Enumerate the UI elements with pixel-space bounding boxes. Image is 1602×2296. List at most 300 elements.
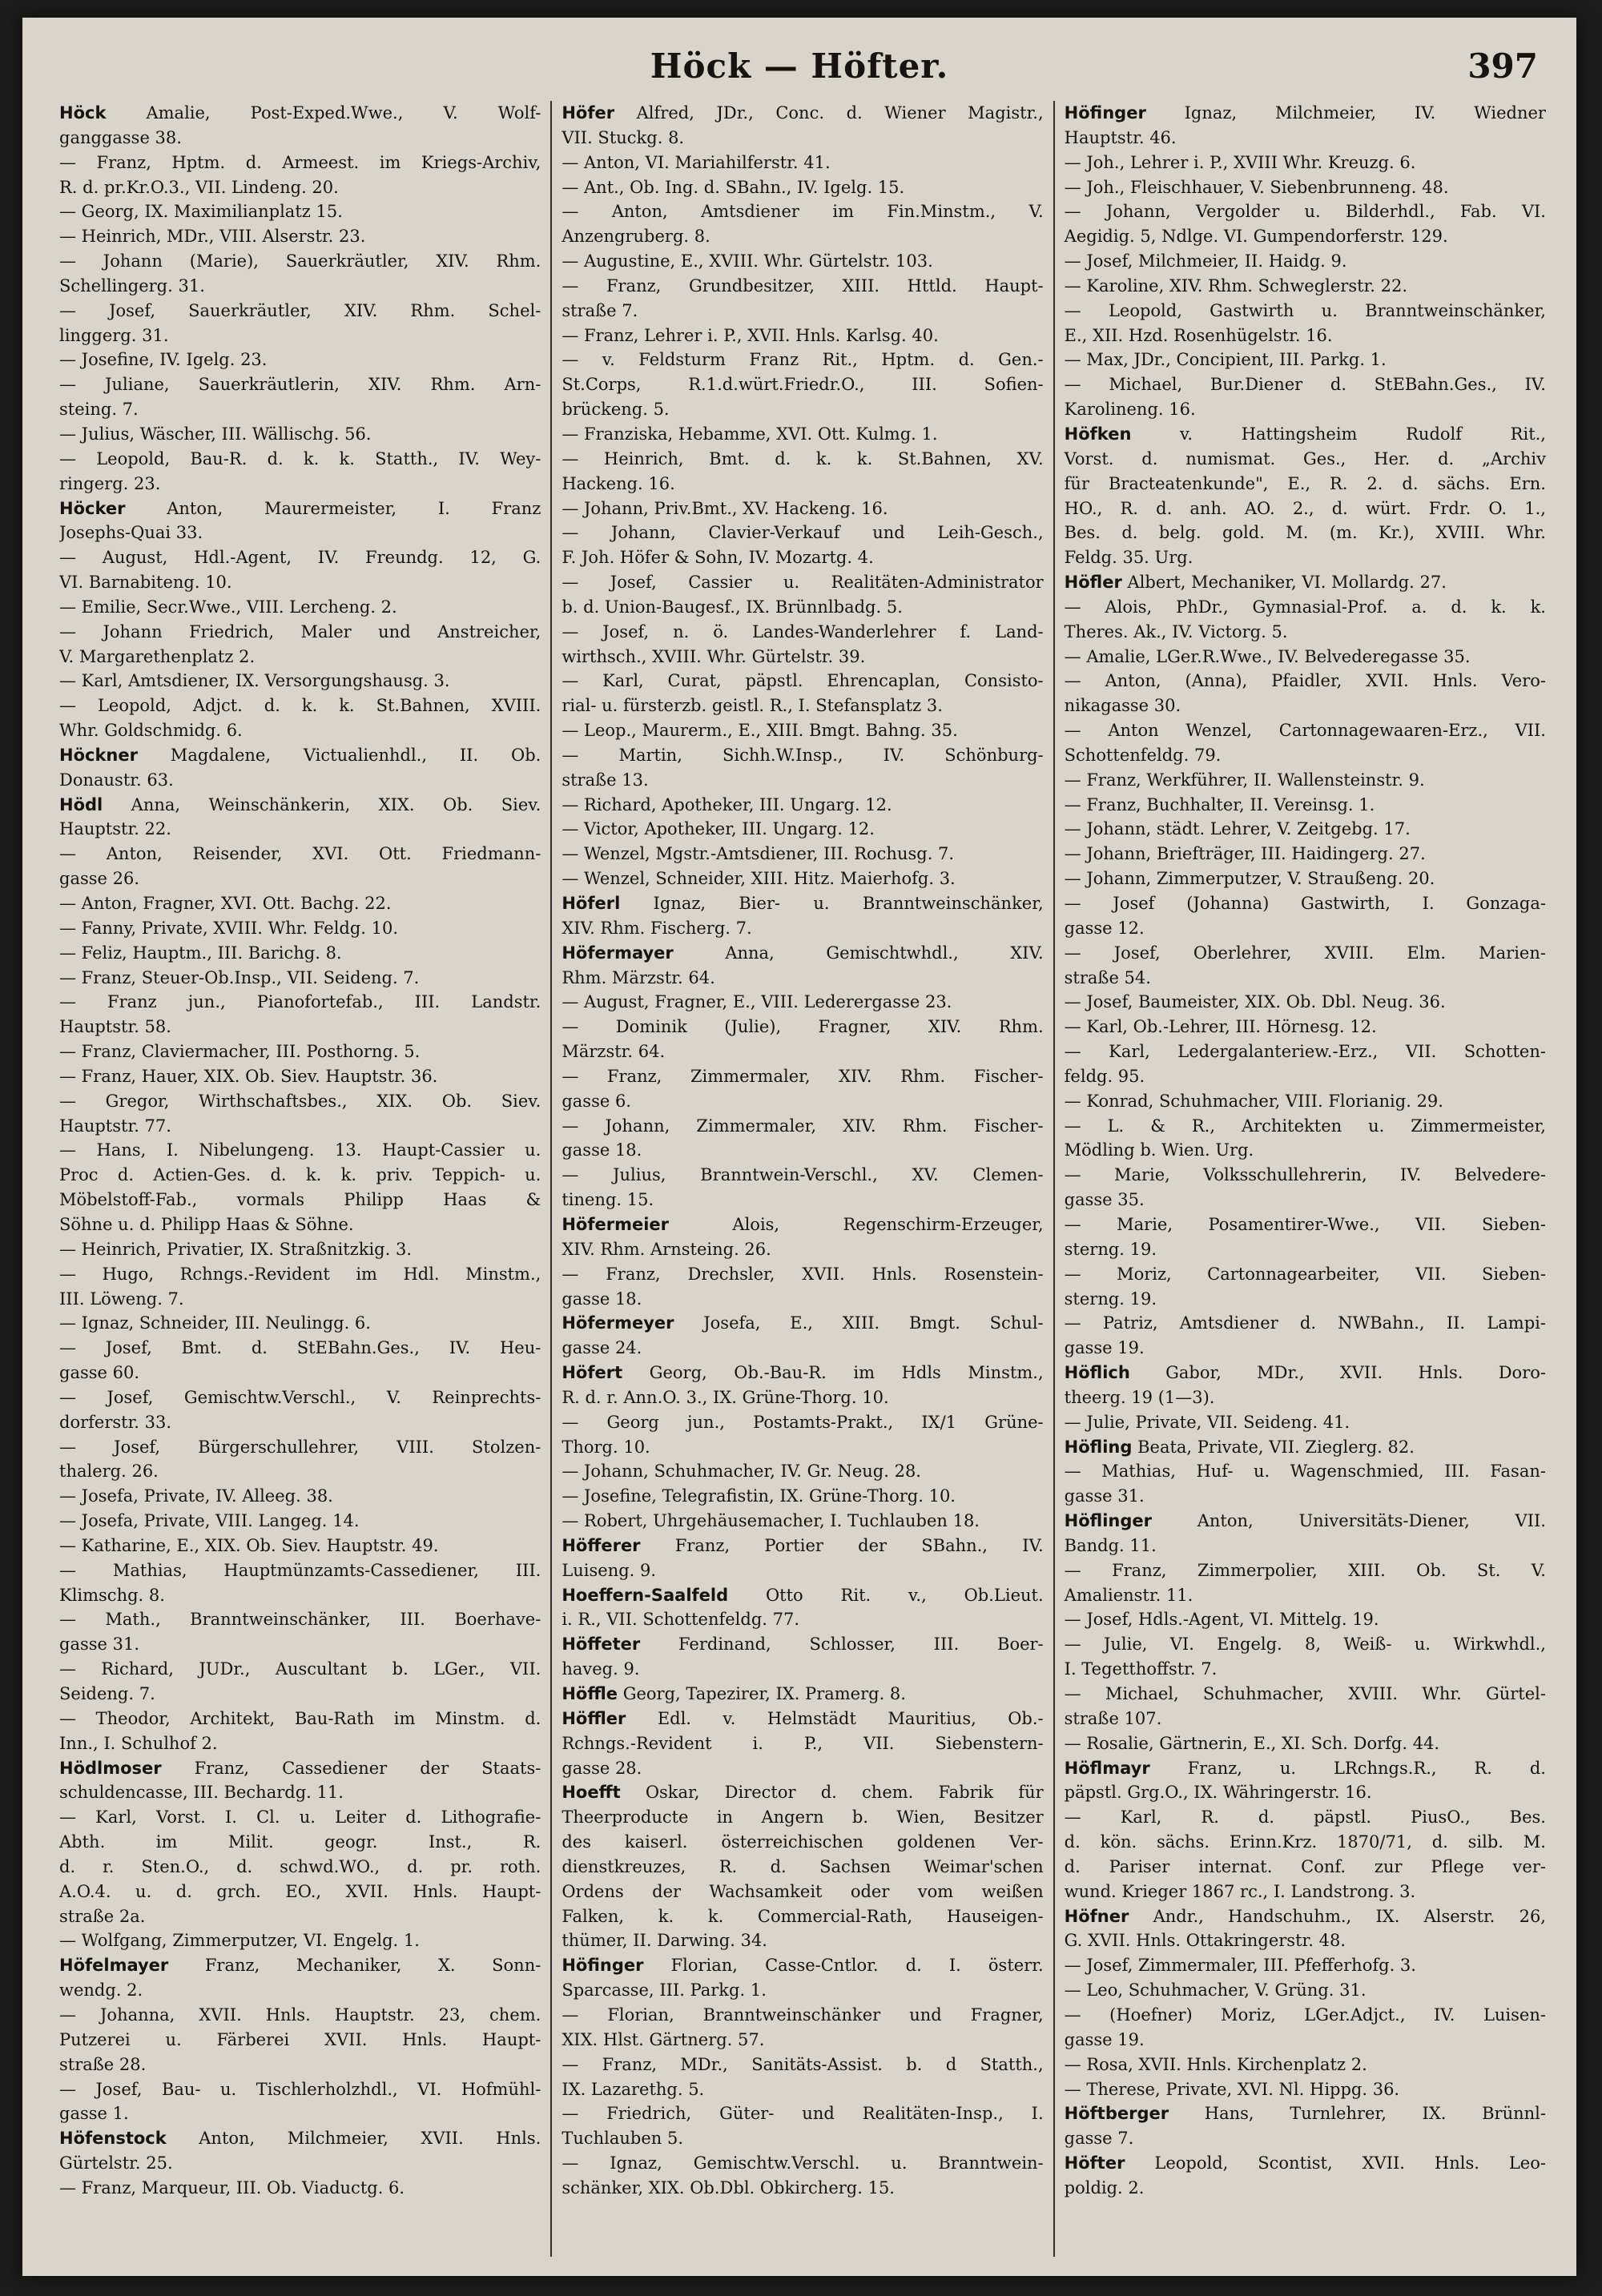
entry-text: — Dominik (Julie), Fragner, XIV. Rhm. bbox=[562, 1017, 1044, 1037]
directory-line bbox=[562, 199, 1043, 224]
surname-heading: Höffler bbox=[562, 1708, 626, 1728]
entry-text: XIV. Rhm. Fischerg. 7. bbox=[562, 918, 752, 938]
entry-text: Anton, Universitäts-Diener, VII. bbox=[1152, 1511, 1546, 1531]
directory-line bbox=[562, 1657, 1043, 1682]
entry-text: des kaiserl. österreichischen goldenen Ver- bbox=[562, 1832, 1044, 1852]
directory-line bbox=[1065, 1089, 1546, 1114]
directory-line bbox=[1065, 2077, 1546, 2102]
surname-heading: Höffle bbox=[562, 1684, 618, 1703]
directory-line bbox=[59, 1756, 541, 1781]
directory-line bbox=[59, 1138, 541, 1163]
entry-text: — Franz, MDr., Sanitäts-Assist. b. d Statth., bbox=[562, 2054, 1044, 2074]
directory-line bbox=[59, 817, 541, 842]
directory-line bbox=[562, 990, 1043, 1015]
entry-text: — Katharine, E., XIX. Ob. Siev. Hauptstr. 49. bbox=[59, 1535, 439, 1555]
entry-text: — Josef, Zimmermaler, III. Pfefferhofg. 3. bbox=[1064, 1956, 1416, 1976]
entry-text: Anzengruberg. 8. bbox=[562, 227, 710, 247]
directory-line bbox=[59, 645, 541, 669]
directory-line bbox=[562, 1607, 1043, 1632]
directory-line bbox=[59, 570, 541, 595]
entry-text: dienstkreuzes, R. d. Sachsen Weimar'schen bbox=[562, 1856, 1044, 1876]
entry-text: — Josefa, Private, VIII. Langeg. 14. bbox=[59, 1511, 360, 1531]
directory-line bbox=[562, 2053, 1043, 2077]
directory-line bbox=[1065, 1212, 1546, 1237]
entry-text: — Friedrich, Güter- und Realitäten-Insp., I. bbox=[562, 2104, 1044, 2124]
document-page bbox=[22, 18, 1576, 2276]
directory-line bbox=[59, 1953, 541, 1978]
entry-text: gasse 26. bbox=[59, 869, 140, 889]
directory-line bbox=[59, 1163, 541, 1188]
directory-line bbox=[59, 1805, 541, 1830]
entry-text: F. Joh. Höfer & Sohn, IV. Mozartg. 4. bbox=[562, 548, 874, 568]
entry-text: — L. & R., Architekten u. Zimmermeister, bbox=[1064, 1116, 1546, 1136]
entry-text: — Franz, Lehrer i. P., XVII. Hnls. Karlsg. 40. bbox=[562, 325, 939, 345]
entry-text: — Michael, Schuhmacher, XVIII. Whr. Gürtel- bbox=[1064, 1684, 1546, 1703]
directory-line bbox=[1065, 1188, 1546, 1212]
directory-line bbox=[1065, 447, 1546, 472]
entry-text: für Bracteatenkunde", E., R. 2. d. sächs. Ern. bbox=[1064, 473, 1546, 493]
directory-line bbox=[1065, 1880, 1546, 1904]
directory-line bbox=[59, 1904, 541, 1929]
directory-line bbox=[1065, 1459, 1546, 1484]
surname-heading: Höfenstock bbox=[59, 2129, 167, 2149]
entry-text: gasse 28. bbox=[562, 1758, 642, 1778]
entry-text: gasse 18. bbox=[562, 1289, 642, 1309]
entry-text: — Gregor, Wirthschaftsbes., XIX. Ob. Siev. bbox=[59, 1091, 541, 1111]
directory-line bbox=[1065, 1682, 1546, 1707]
entry-text: straße 7. bbox=[562, 300, 638, 320]
entry-text: d. kön. sächs. Erinn.Krz. 1870/71, d. silb. M. bbox=[1064, 1832, 1546, 1852]
entry-text: Feldg. 35. Urg. bbox=[1064, 548, 1193, 568]
directory-line bbox=[1065, 2028, 1546, 2053]
entry-text: — Ignaz, Schneider, III. Neulingg. 6. bbox=[59, 1313, 371, 1333]
directory-line bbox=[1065, 620, 1546, 645]
directory-line bbox=[1065, 101, 1546, 126]
directory-line bbox=[1065, 891, 1546, 916]
directory-line bbox=[1065, 916, 1546, 941]
directory-line bbox=[562, 2176, 1043, 2201]
entry-text: b. d. Union-Baugesf., IX. Brünnlbadg. 5. bbox=[562, 597, 903, 617]
directory-line bbox=[1065, 1657, 1546, 1682]
entry-text: — Karl, Curat, päpstl. Ehrencaplan, Consisto- bbox=[562, 671, 1044, 691]
directory-line bbox=[1065, 175, 1546, 200]
entry-text: Hackeng. 16. bbox=[562, 473, 675, 493]
entry-text: — Johann, Zimmerputzer, V. Straußeng. 20. bbox=[1064, 869, 1435, 889]
entry-text: poldig. 2. bbox=[1064, 2177, 1145, 2197]
entry-text: — Josef, Baumeister, XIX. Ob. Dbl. Neug. 36. bbox=[1064, 992, 1446, 1012]
directory-line bbox=[1065, 595, 1546, 620]
entry-text: — Johann Friedrich, Maler und Anstreicher, bbox=[59, 621, 541, 641]
entry-text: — Mathias, Huf- u. Wagenschmied, III. Fasan- bbox=[1064, 1462, 1546, 1482]
directory-line bbox=[1065, 2101, 1546, 2126]
directory-line bbox=[562, 842, 1043, 867]
entry-text: — Franz, Marqueur, III. Ob. Viaductg. 6. bbox=[59, 2177, 405, 2197]
entry-text: — Georg, IX. Maximilianplatz 15. bbox=[59, 202, 343, 222]
directory-line bbox=[59, 2053, 541, 2077]
directory-line bbox=[59, 966, 541, 991]
entry-text: — Franz, Werkführer, II. Wallensteinstr. 9. bbox=[1064, 770, 1425, 790]
directory-line bbox=[59, 1039, 541, 1064]
directory-line bbox=[59, 497, 541, 521]
directory-line bbox=[59, 743, 541, 768]
directory-line bbox=[562, 645, 1043, 669]
entry-text: — Karoline, XIV. Rhm. Schweglerstr. 22. bbox=[1064, 275, 1408, 296]
directory-line bbox=[1065, 817, 1546, 842]
directory-line bbox=[562, 570, 1043, 595]
entry-text: — Johann, Priv.Bmt., XV. Hackeng. 16. bbox=[562, 498, 888, 518]
directory-line bbox=[1065, 1805, 1546, 1830]
directory-line bbox=[562, 397, 1043, 422]
directory-line bbox=[1065, 324, 1546, 348]
entry-text: straße 13. bbox=[562, 770, 649, 790]
entry-text: — Karl, Ledergalanteriew.-Erz., VII. Schotten- bbox=[1064, 1042, 1546, 1062]
directory-line bbox=[1065, 274, 1546, 299]
directory-line bbox=[1065, 1163, 1546, 1188]
directory-line bbox=[562, 545, 1043, 570]
entry-text: — Johann, Clavier-Verkauf und Leih-Gesch., bbox=[562, 523, 1044, 543]
directory-line bbox=[59, 620, 541, 645]
page-title: Höck — Höfter. bbox=[650, 46, 949, 86]
entry-text: straße 2a. bbox=[59, 1906, 146, 1926]
directory-line bbox=[1065, 1953, 1546, 1978]
directory-line bbox=[59, 1410, 541, 1435]
directory-line bbox=[59, 1484, 541, 1509]
directory-line bbox=[59, 1311, 541, 1336]
surname-heading: Höfner bbox=[1064, 1906, 1129, 1926]
directory-line bbox=[562, 1928, 1043, 1953]
entry-text: straße 107. bbox=[1064, 1708, 1162, 1728]
entry-text: E., XII. Hzd. Rosenhügelstr. 16. bbox=[1064, 325, 1333, 345]
directory-line bbox=[1065, 2176, 1546, 2201]
directory-line bbox=[59, 545, 541, 570]
column-left bbox=[59, 101, 550, 2257]
directory-line bbox=[59, 1287, 541, 1312]
surname-heading: Höfer bbox=[562, 103, 615, 123]
entry-text: Theres. Ak., IV. Victorg. 5. bbox=[1064, 621, 1288, 641]
directory-line bbox=[1065, 669, 1546, 694]
entry-text: — Johann, Schuhmacher, IV. Gr. Neug. 28. bbox=[562, 1462, 921, 1482]
directory-line bbox=[59, 1707, 541, 1731]
entry-text: Rhm. Märzstr. 64. bbox=[562, 967, 715, 987]
directory-line bbox=[1065, 1583, 1546, 1608]
directory-line bbox=[59, 1262, 541, 1287]
directory-line bbox=[59, 2126, 541, 2151]
directory-line bbox=[59, 1558, 541, 1583]
directory-line bbox=[59, 1336, 541, 1361]
entry-text: Falken, k. k. Commercial-Rath, Hauseigen- bbox=[562, 1906, 1044, 1926]
entry-text: — Julie, VI. Engelg. 8, Weiß- u. Wirkwhdl., bbox=[1064, 1635, 1546, 1655]
entry-text: Hauptstr. 46. bbox=[1064, 127, 1177, 147]
entry-text: Leopold, Scontist, XVII. Hnls. Leo- bbox=[1125, 2153, 1546, 2173]
entry-text: — Feliz, Hauptm., III. Barichg. 8. bbox=[59, 943, 342, 963]
entry-text: ringerg. 23. bbox=[59, 473, 161, 493]
entry-text: — Therese, Private, XVI. Nl. Hippg. 36. bbox=[1064, 2079, 1400, 2099]
entry-text: — Franz, Steuer-Ob.Insp., VII. Seideng. 7. bbox=[59, 967, 420, 987]
entry-text: gasse 31. bbox=[1064, 1486, 1145, 1506]
directory-line bbox=[1065, 1311, 1546, 1336]
directory-line bbox=[59, 126, 541, 151]
entry-text: Bes. d. belg. gold. M. (m. Kr.), XVIII. Whr. bbox=[1064, 523, 1546, 543]
entry-text: Edl. v. Helmstädt Mauritius, Ob.- bbox=[626, 1708, 1044, 1728]
entry-text: — Josefine, Telegrafistin, IX. Grüne-Thorg. 10. bbox=[562, 1486, 956, 1506]
entry-text: sterng. 19. bbox=[1064, 1239, 1157, 1259]
entry-text: thalerg. 26. bbox=[59, 1462, 159, 1482]
directory-line bbox=[562, 1583, 1043, 1608]
entry-text: — Josef, Cassier u. Realitäten-Administrator bbox=[562, 573, 1044, 593]
directory-line bbox=[562, 1311, 1043, 1336]
directory-line bbox=[59, 1089, 541, 1114]
surname-heading: Hödlmoser bbox=[59, 1758, 162, 1778]
directory-line bbox=[1065, 151, 1546, 175]
directory-line bbox=[59, 1682, 541, 1707]
entry-text: Aegidig. 5, Ndlge. VI. Gumpendorferstr. 129. bbox=[1064, 227, 1448, 247]
surname-heading: Höfler bbox=[1064, 573, 1122, 593]
entry-text: gasse 7. bbox=[1064, 2129, 1134, 2149]
directory-line bbox=[1065, 1336, 1546, 1361]
directory-line bbox=[1065, 1064, 1546, 1089]
directory-line bbox=[562, 1484, 1043, 1509]
entry-text: Franz, u. LRchngs.R., R. d. bbox=[1149, 1758, 1546, 1778]
directory-line bbox=[562, 1780, 1043, 1805]
surname-heading: Höfermeyer bbox=[562, 1313, 674, 1333]
directory-line bbox=[59, 669, 541, 694]
entry-text: gasse 6. bbox=[562, 1091, 631, 1111]
entry-text: Otto Rit. v., Ob.Lieut. bbox=[728, 1585, 1044, 1605]
entry-text: Inn., I. Schulhof 2. bbox=[59, 1733, 218, 1753]
directory-line bbox=[562, 1459, 1043, 1484]
directory-line bbox=[59, 2028, 541, 2053]
directory-line bbox=[562, 1039, 1043, 1064]
entry-text: tineng. 15. bbox=[562, 1190, 654, 1210]
directory-line bbox=[1065, 2126, 1546, 2151]
entry-text: gasse 19. bbox=[1064, 2029, 1145, 2049]
directory-line bbox=[562, 1558, 1043, 1583]
surname-heading: Höfinger bbox=[1064, 103, 1146, 123]
entry-text: — Augustine, E., XVIII. Whr. Gürtelstr. 103. bbox=[562, 251, 933, 271]
entry-text: Donaustr. 63. bbox=[59, 770, 174, 790]
directory-line bbox=[59, 2176, 541, 2201]
entry-text: — Rosalie, Gärtnerin, E., XI. Sch. Dorfg. 44. bbox=[1064, 1733, 1440, 1753]
entry-text: Florian, Casse-Cntlor. d. I. österr. bbox=[643, 1956, 1044, 1976]
directory-line bbox=[562, 1731, 1043, 1756]
entry-text: — Anton, VI. Mariahilferstr. 41. bbox=[562, 152, 831, 172]
directory-line bbox=[562, 916, 1043, 941]
directory-line bbox=[59, 1435, 541, 1460]
directory-line bbox=[59, 990, 541, 1015]
entry-text: Amalienstr. 11. bbox=[1064, 1585, 1193, 1605]
entry-text: — Moriz, Cartonnagearbeiter, VII. Sieben- bbox=[1064, 1264, 1546, 1284]
directory-line bbox=[1065, 472, 1546, 497]
directory-line bbox=[562, 151, 1043, 175]
directory-line bbox=[1065, 2053, 1546, 2077]
entry-text: — v. Feldsturm Franz Rit., Hptm. d. Gen.- bbox=[562, 350, 1044, 370]
directory-line bbox=[59, 1188, 541, 1212]
directory-line bbox=[562, 1114, 1043, 1139]
directory-line bbox=[59, 199, 541, 224]
directory-line bbox=[59, 224, 541, 249]
directory-line bbox=[1065, 2151, 1546, 2176]
entry-text: Thorg. 10. bbox=[562, 1437, 650, 1457]
entry-text: — August, Fragner, E., VIII. Lederergasse 23. bbox=[562, 992, 952, 1012]
entry-text: — Hugo, Rchngs.-Revident im Hdl. Minstm., bbox=[59, 1264, 541, 1284]
entry-text: VI. Barnabiteng. 10. bbox=[59, 573, 232, 593]
directory-line bbox=[1065, 1385, 1546, 1410]
entry-text: — Anton Wenzel, Cartonnagewaaren-Erz., VII. bbox=[1064, 721, 1546, 741]
entry-text: Magdalene, Victualienhdl., II. Ob. bbox=[137, 745, 541, 765]
directory-line bbox=[59, 1583, 541, 1608]
directory-line bbox=[562, 1756, 1043, 1781]
entry-text: — Franz, Claviermacher, III. Posthorng. 5. bbox=[59, 1042, 421, 1062]
entry-text: — (Hoefner) Moriz, LGer.Adjct., IV. Luisen- bbox=[1064, 2004, 1546, 2025]
entry-text: — Wenzel, Mgstr.-Amtsdiener, III. Rochusg. 7. bbox=[562, 844, 955, 864]
entry-text: — August, Hdl.-Agent, IV. Freundg. 12, G. bbox=[59, 548, 541, 568]
directory-line bbox=[562, 2151, 1043, 2176]
entry-text: — Theodor, Architekt, Bau-Rath im Minstm. d. bbox=[59, 1708, 541, 1728]
directory-line bbox=[562, 126, 1043, 151]
directory-line bbox=[562, 1855, 1043, 1880]
entry-text: — Franz jun., Pianofortefab., III. Landstr. bbox=[59, 992, 541, 1012]
entry-text: schuldencasse, III. Bechardg. 11. bbox=[59, 1783, 344, 1803]
directory-line bbox=[562, 521, 1043, 545]
directory-line bbox=[562, 1262, 1043, 1287]
entry-text: Hans, Turnlehrer, IX. Brünnl- bbox=[1169, 2104, 1546, 2124]
surname-heading: Höfling bbox=[1064, 1437, 1133, 1457]
entry-text: Anna, Weinschänkerin, XIX. Ob. Siev. bbox=[103, 794, 541, 814]
entry-text: — Josef (Johanna) Gastwirth, I. Gonzaga- bbox=[1064, 894, 1546, 913]
directory-line bbox=[1065, 397, 1546, 422]
directory-line bbox=[1065, 842, 1546, 867]
directory-line bbox=[59, 1978, 541, 2003]
entry-text: Sparcasse, III. Parkg. 1. bbox=[562, 1980, 767, 2000]
directory-line bbox=[59, 1459, 541, 1484]
entry-text: — Franz, Drechsler, XVII. Hnls. Rosenstein- bbox=[562, 1264, 1044, 1284]
entry-text: — Josefa, Private, IV. Alleeg. 38. bbox=[59, 1486, 333, 1506]
directory-line bbox=[562, 224, 1043, 249]
entry-text: XIV. Rhm. Arnsteing. 26. bbox=[562, 1239, 771, 1259]
directory-line bbox=[1065, 1237, 1546, 1262]
entry-text: Ordens der Wachsamkeit oder vom weißen bbox=[562, 1881, 1044, 1901]
entry-text: Putzerei u. Färberei XVII. Hnls. Haupt- bbox=[59, 2029, 541, 2049]
column-right bbox=[1053, 101, 1556, 2257]
entry-text: Whr. Goldschmidg. 6. bbox=[59, 721, 243, 741]
entry-text: G. XVII. Hnls. Ottakringerstr. 48. bbox=[1064, 1931, 1346, 1951]
directory-line bbox=[562, 1064, 1043, 1089]
surname-heading: Höfter bbox=[1064, 2153, 1125, 2173]
directory-line bbox=[59, 1880, 541, 1904]
entry-text: Bandg. 11. bbox=[1064, 1535, 1157, 1555]
directory-line bbox=[562, 1287, 1043, 1312]
directory-line bbox=[59, 768, 541, 793]
entry-text: Ignaz, Bier- u. Branntweinschänker, bbox=[620, 894, 1044, 913]
column-middle bbox=[550, 101, 1053, 2257]
entry-text: — Ignaz, Gemischtw.Verschl. u. Branntwein- bbox=[562, 2153, 1044, 2173]
directory-line bbox=[59, 1385, 541, 1410]
entry-text: — Georg jun., Postamts-Prakt., IX/1 Grüne- bbox=[562, 1412, 1044, 1432]
entry-text: Anna, Gemischtwhdl., XIV. bbox=[673, 943, 1044, 963]
entry-text: Möbelstoff-Fab., vormals Philipp Haas & bbox=[59, 1190, 541, 1210]
directory-line bbox=[562, 1385, 1043, 1410]
entry-text: — Michael, Bur.Diener d. StEBahn.Ges., IV. bbox=[1064, 375, 1546, 395]
directory-line bbox=[562, 447, 1043, 472]
entry-text: — Robert, Uhrgehäusemacher, I. Tuchlauben 18. bbox=[562, 1511, 980, 1531]
surname-heading: Höftberger bbox=[1064, 2104, 1169, 2124]
directory-line bbox=[562, 891, 1043, 916]
surname-heading: Höckner bbox=[59, 745, 138, 765]
entry-text: gasse 31. bbox=[59, 1635, 140, 1655]
directory-line bbox=[1065, 645, 1546, 669]
entry-text: — Florian, Branntweinschänker und Fragner, bbox=[562, 2004, 1044, 2025]
directory-line bbox=[1065, 768, 1546, 793]
directory-line bbox=[59, 1607, 541, 1632]
entry-text: Beata, Private, VII. Zieglerg. 82. bbox=[1132, 1437, 1415, 1457]
directory-line bbox=[1065, 1855, 1546, 1880]
directory-line bbox=[59, 595, 541, 620]
entry-text: — Johann, Vergolder u. Bilderhdl., Fab. VI. bbox=[1064, 202, 1546, 222]
entry-text: I. Tegetthoffstr. 7. bbox=[1064, 1659, 1218, 1679]
entry-text: — Alois, PhDr., Gymnasial-Prof. a. d. k. k. bbox=[1064, 597, 1546, 617]
directory-line bbox=[562, 1138, 1043, 1163]
entry-text: — Amalie, LGer.R.Wwe., IV. Belvederegasse 35. bbox=[1064, 646, 1471, 666]
directory-line bbox=[1065, 497, 1546, 521]
directory-line bbox=[1065, 867, 1546, 891]
entry-text: Albert, Mechaniker, VI. Mollardg. 27. bbox=[1121, 573, 1447, 593]
entry-text: V. Margarethenplatz 2. bbox=[59, 646, 256, 666]
directory-line bbox=[59, 916, 541, 941]
entry-text: — Wenzel, Schneider, XIII. Hitz. Maierhofg. 3. bbox=[562, 869, 956, 889]
directory-line bbox=[562, 299, 1043, 324]
entry-text: Rchngs.-Revident i. P., VII. Siebenstern- bbox=[562, 1733, 1044, 1753]
directory-line bbox=[562, 1953, 1043, 1978]
directory-line bbox=[562, 2003, 1043, 2028]
directory-line bbox=[1065, 521, 1546, 545]
entry-text: — Martin, Sichh.W.Insp., IV. Schönburg- bbox=[562, 745, 1044, 765]
entry-text: Franz, Mechaniker, X. Sonn- bbox=[168, 1956, 541, 1976]
entry-text: A.O.4. u. d. grch. EO., XVII. Hnls. Haupt- bbox=[59, 1881, 541, 1901]
directory-line bbox=[1065, 743, 1546, 768]
surname-heading: Höfinger bbox=[562, 1956, 644, 1976]
directory-line bbox=[562, 422, 1043, 447]
surname-heading: Höflinger bbox=[1064, 1511, 1153, 1531]
directory-line bbox=[562, 1410, 1043, 1435]
entry-text: — Josef, Bau- u. Tischlerholzhdl., VI. Hofmühl- bbox=[59, 2079, 541, 2099]
entry-text: Anton, Maurermeister, I. Franz bbox=[125, 498, 541, 518]
entry-text: — Heinrich, Privatier, IX. Straßnitzkig. 3. bbox=[59, 1239, 413, 1259]
entry-text: Josefa, E., XIII. Bmgt. Schul- bbox=[674, 1313, 1044, 1333]
entry-text: Ferdinand, Schlosser, III. Boer- bbox=[640, 1635, 1044, 1655]
surname-heading: Höfermayer bbox=[562, 943, 674, 963]
directory-line bbox=[59, 1114, 541, 1139]
entry-text: — Josef, n. ö. Landes-Wanderlehrer f. Land- bbox=[562, 621, 1044, 641]
directory-line bbox=[1065, 1361, 1546, 1385]
directory-line bbox=[59, 2151, 541, 2176]
directory-line bbox=[562, 743, 1043, 768]
entry-text: — Marie, Volksschullehrerin, IV. Belvedere- bbox=[1064, 1165, 1546, 1185]
entry-text: Hauptstr. 58. bbox=[59, 1017, 171, 1037]
entry-text: Alois, Regenschirm-Erzeuger, bbox=[669, 1214, 1044, 1234]
directory-line bbox=[562, 348, 1043, 372]
directory-line bbox=[59, 422, 541, 447]
entry-text: — Karl, R. d. päpstl. PiusO., Bes. bbox=[1064, 1807, 1546, 1828]
directory-line bbox=[59, 397, 541, 422]
directory-line bbox=[59, 348, 541, 372]
entry-text: nikagasse 30. bbox=[1064, 696, 1181, 716]
directory-line bbox=[1065, 570, 1546, 595]
entry-text: Amalie, Post-Exped.Wwe., V. Wolf- bbox=[106, 103, 541, 123]
entry-text: Söhne u. d. Philipp Haas & Söhne. bbox=[59, 1214, 354, 1234]
entry-text: — Julius, Branntwein-Verschl., XV. Clemen- bbox=[562, 1165, 1044, 1185]
entry-text: ganggasse 38. bbox=[59, 127, 182, 147]
directory-line bbox=[562, 1188, 1043, 1212]
